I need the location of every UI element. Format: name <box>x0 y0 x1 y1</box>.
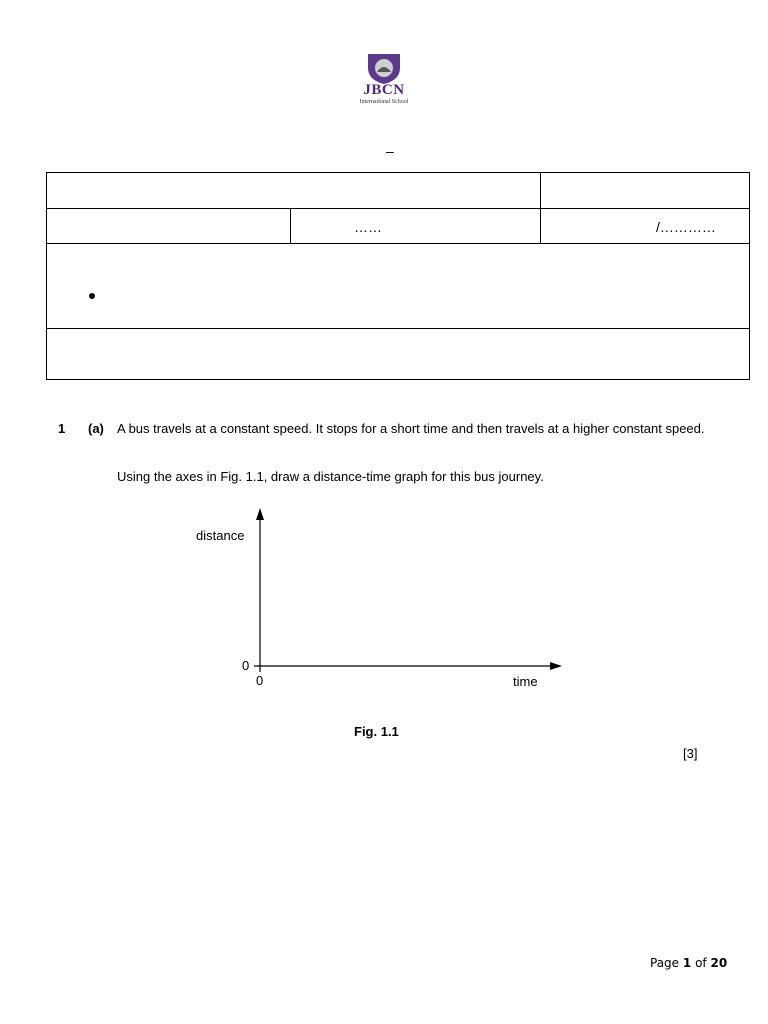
of-word: of <box>695 956 707 970</box>
table-divider <box>290 208 291 243</box>
school-logo <box>348 52 420 108</box>
figure-caption: Fig. 1.1 <box>354 724 399 739</box>
question-number: 1 <box>58 421 66 436</box>
table-divider <box>47 328 749 329</box>
marks-label: [3] <box>683 746 698 761</box>
x-origin-label: 0 <box>256 673 264 688</box>
question-text: A bus travels at a constant speed. It stops for a short time and then travels at a higher constant speed. <box>117 421 705 436</box>
x-axis-label: time <box>513 674 538 689</box>
table-cell-right: /………… <box>656 219 716 235</box>
student-info-table <box>46 172 750 380</box>
question-instruction: Using the axes in Fig. 1.1, draw a distance-time graph for this bus journey. <box>117 469 544 484</box>
page-total: 20 <box>710 956 728 970</box>
table-divider <box>47 208 749 209</box>
header-dash: – <box>386 143 394 159</box>
table-divider <box>47 243 749 244</box>
page-word: Page <box>650 956 680 970</box>
y-origin-label: 0 <box>242 658 250 673</box>
logo-subtitle: International School <box>359 99 409 105</box>
y-axis-label: distance <box>196 528 245 543</box>
logo-name: JBCN <box>363 82 405 98</box>
y-axis-arrow <box>256 508 264 520</box>
crest-icon <box>348 52 420 84</box>
question-part: (a) <box>88 421 104 436</box>
table-cell-mid: …… <box>354 219 382 235</box>
page-number <box>650 956 727 970</box>
bullet-point <box>89 293 95 299</box>
x-axis-arrow <box>550 662 562 670</box>
table-divider <box>540 173 541 243</box>
page-current: 1 <box>682 956 692 970</box>
distance-time-axes <box>180 500 580 700</box>
